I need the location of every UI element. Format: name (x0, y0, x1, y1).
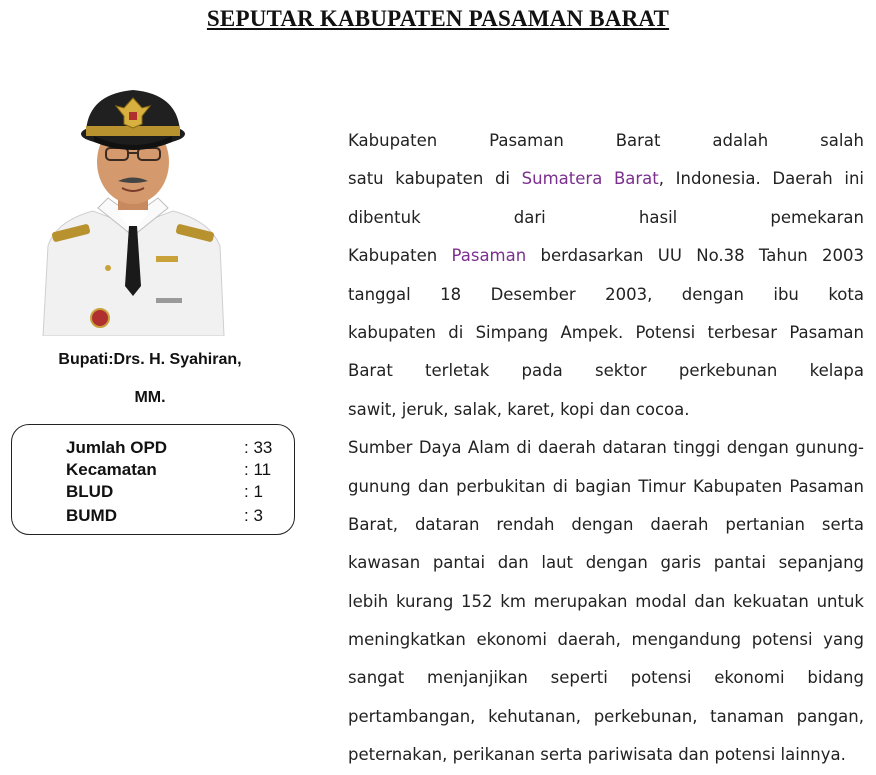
stat-label: Jumlah OPD (66, 438, 168, 457)
text-line: pertambangan, kehutanan, perkebunan, tanaman pangan, (348, 706, 864, 726)
text-line: meningkatkan ekonomi daerah, mengandung potensi yang (348, 630, 864, 650)
stat-row-kecamatan (66, 460, 296, 482)
text-line: kawasan pantai dan laut dengan garis pantai sepanjang (348, 553, 864, 573)
pasaman-link[interactable]: Pasaman (451, 246, 527, 266)
text-line: kabupaten di Simpang Ampek. Potensi terbesar Pasaman (348, 322, 864, 342)
stat-row-bumd (66, 506, 296, 528)
stat-label: BUMD (66, 506, 117, 525)
page-title: SEPUTAR KABUPATEN PASAMAN BARAT (206, 6, 670, 31)
text-fragment: Kabupaten (348, 246, 452, 266)
sumatera-barat-link[interactable]: Sumatera Barat (521, 169, 659, 189)
bupati-caption-line2: MM. (134, 389, 166, 406)
text-line: dibentuk dari hasil pemekaran (348, 207, 864, 227)
stat-row-blud (66, 482, 296, 504)
text-fragment: berdasarkan UU No.38 Tahun 2003 (526, 246, 865, 266)
bupati-portrait (38, 86, 228, 336)
text-fragment: satu kabupaten di (348, 169, 522, 189)
text-line: Barat, dataran rendah dengan daerah pertanian serta (348, 514, 864, 534)
description-text (348, 122, 864, 775)
text-line: sangat menjanjikan seperti potensi ekonomi bidang (348, 668, 864, 688)
stat-row-opd (66, 438, 296, 460)
stat-label: BLUD (66, 482, 114, 501)
stat-value: : 1 (244, 482, 263, 501)
text-line: Barat terletak pada sektor perkebunan kelapa (348, 361, 864, 381)
text-line: lebih kurang 152 km merupakan modal dan kekuatan untuk (348, 591, 864, 611)
text-line: tanggal 18 Desember 2003, dengan ibu kota (348, 284, 864, 304)
paragraph-natural-resources (348, 429, 864, 775)
text-line: peternakan, perikanan serta pariwisata dan potensi lainnya. (348, 745, 846, 765)
text-line (348, 237, 864, 275)
text-line (348, 160, 864, 198)
stat-value: : 3 (244, 506, 263, 525)
paragraph-intro (348, 122, 864, 429)
text-fragment: , Indonesia. Daerah ini (658, 169, 864, 189)
bupati-caption-line1: Bupati:Drs. H. Syahiran, (58, 351, 242, 368)
text-line: Kabupaten Pasaman Barat adalah salah (348, 131, 864, 150)
text-line: Sumber Daya Alam di daerah dataran tinggi dengan gunung- (348, 438, 864, 458)
text-line: sawit, jeruk, salak, karet, kopi dan cocoa. (348, 399, 690, 419)
text-line: gunung dan perbukitan di bagian Timur Kabupaten Pasaman (348, 476, 864, 496)
stats-box (11, 424, 295, 535)
stat-value: : 11 (244, 460, 272, 479)
stat-label: Kecamatan (66, 460, 157, 479)
stat-value: : 33 (244, 438, 273, 457)
